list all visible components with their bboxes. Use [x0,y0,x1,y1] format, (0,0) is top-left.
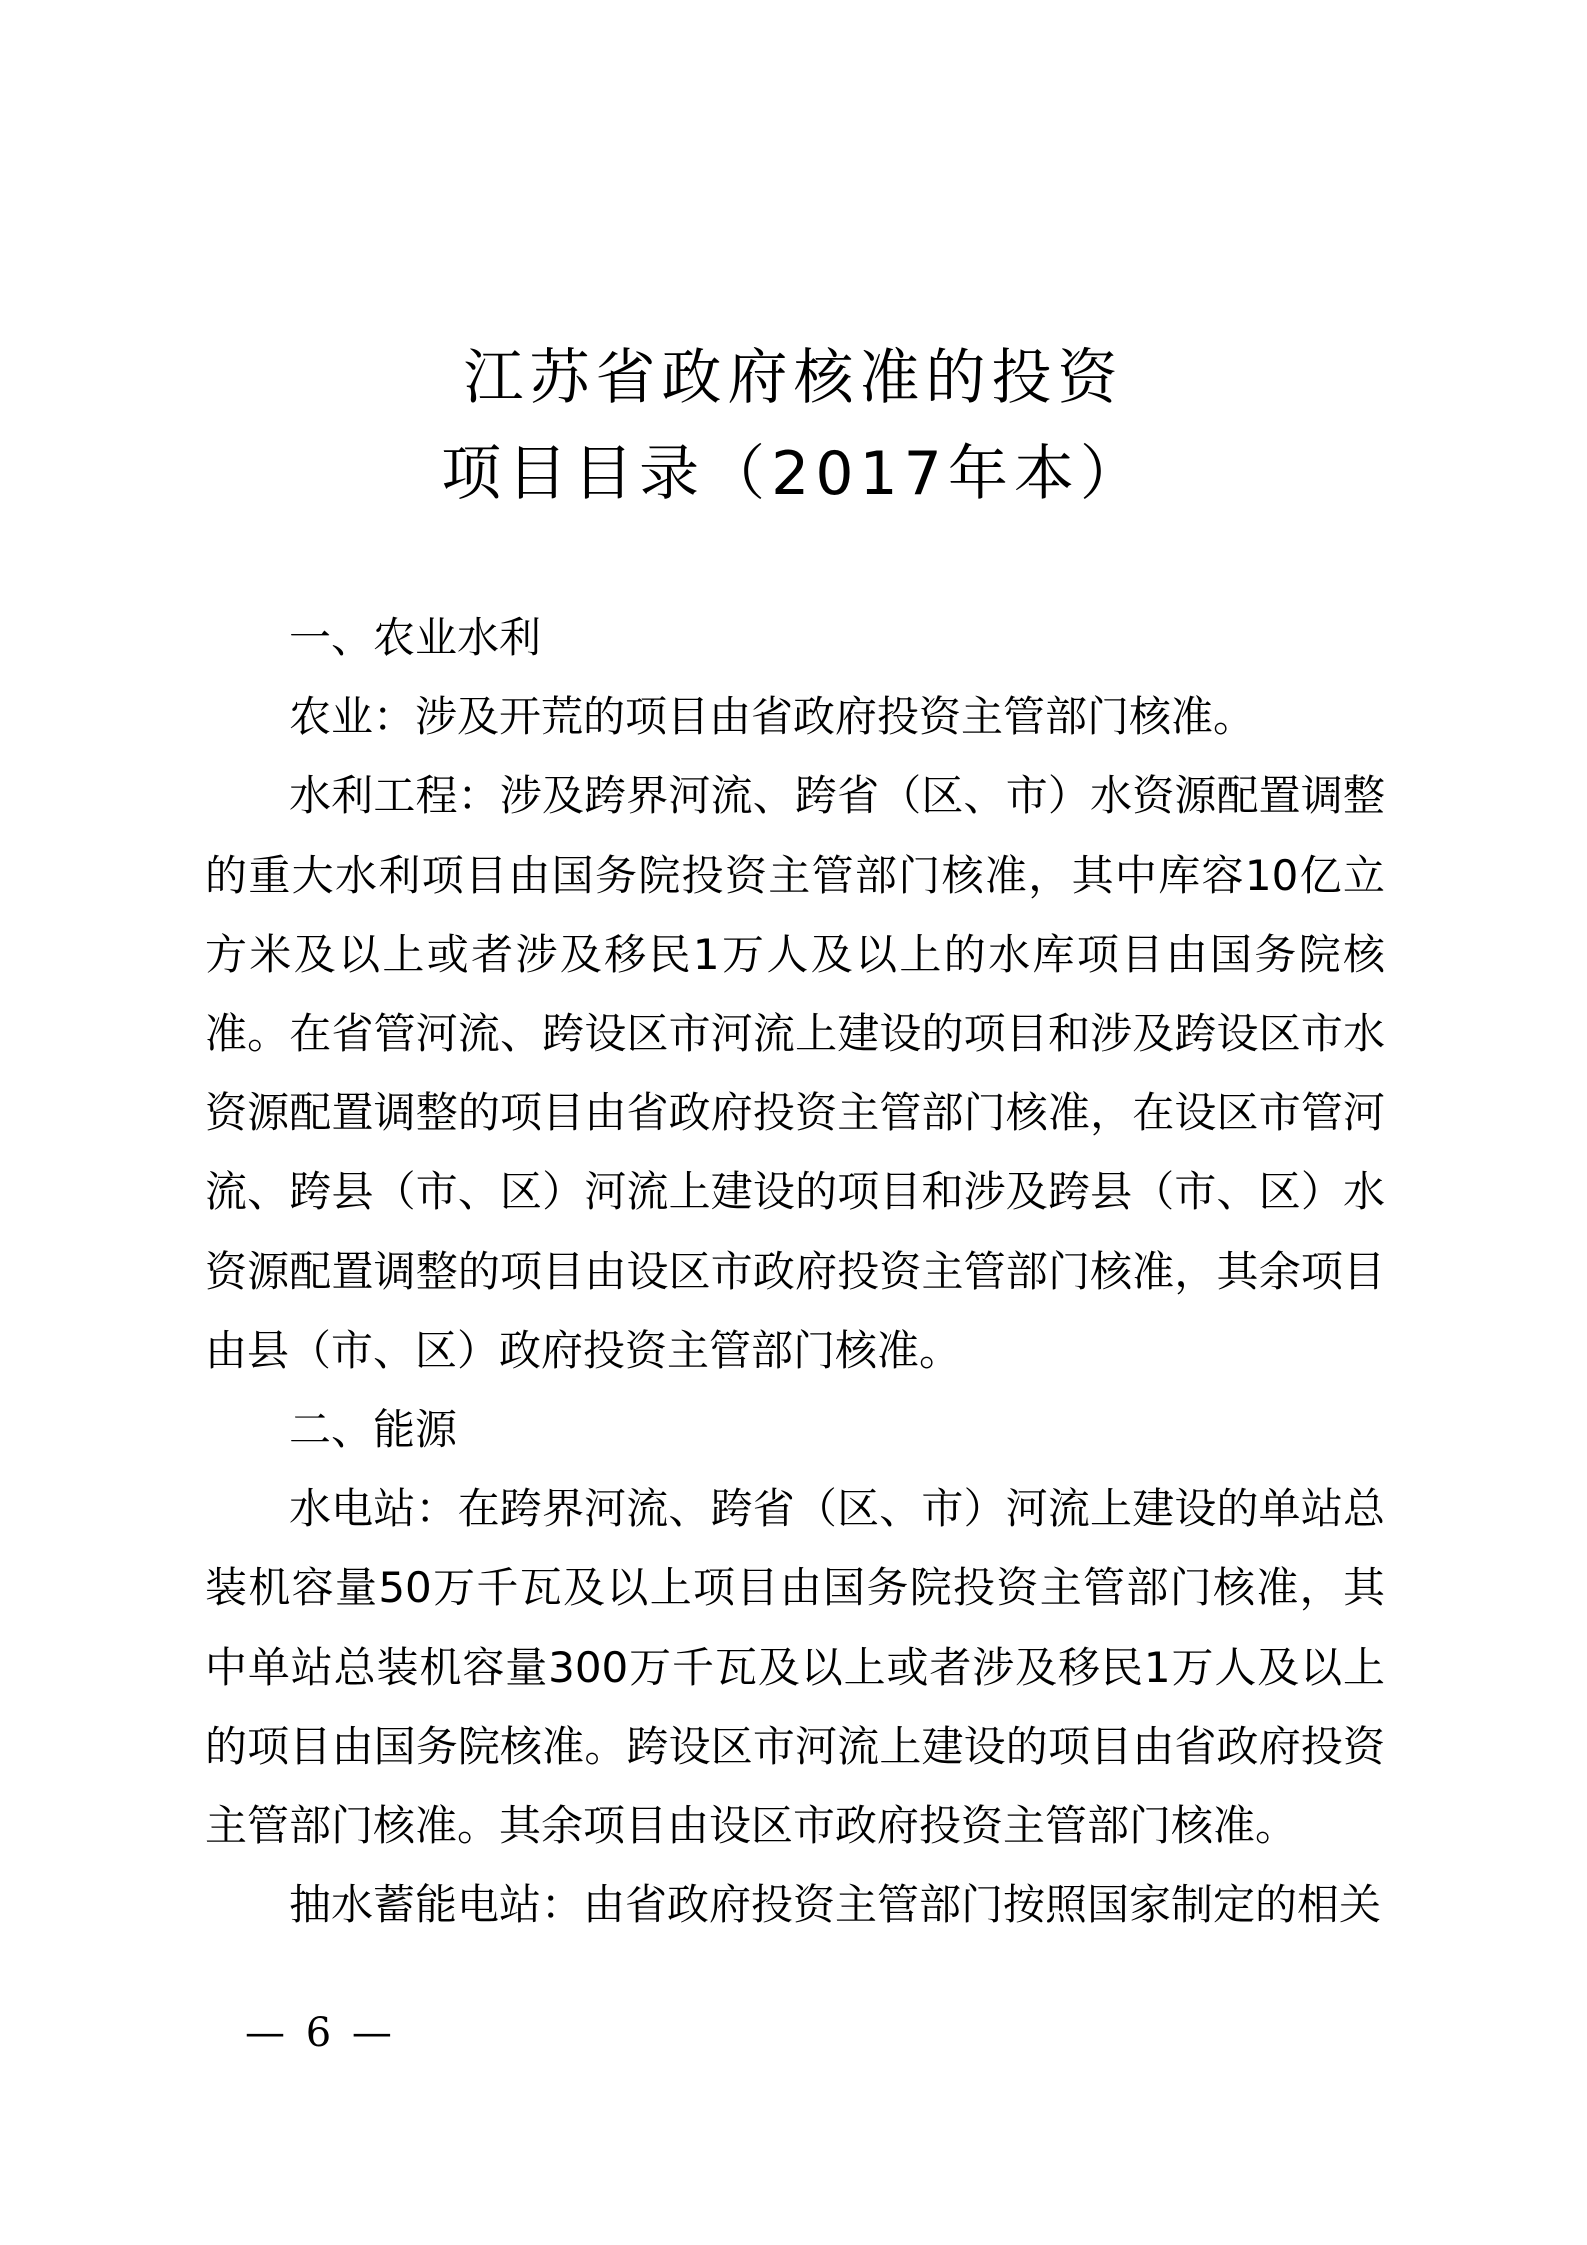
document-body [205,598,1385,1944]
page-number: — 6 — [245,2010,396,2056]
paragraph-agriculture: 农业：涉及开荒的项目由省政府投资主管部门核准。 [289,692,1256,742]
paragraph-pumped-storage: 抽水蓄能电站：由省政府投资主管部门按照国家制定的相关 [289,1880,1382,1930]
section-heading-energy: 二、能源 [289,1405,458,1455]
title-line-2: 项目目录（2017年本） [441,439,1146,509]
document-title [0,330,1587,522]
paragraph-water-conservancy: 水利工程：涉及跨界河流、跨省（区、市）水资源配置调整的重大水利项目由国务院投资主管部门核准，其中库容10亿立方米及以上或者涉及移民1万人及以上的水库项目由国务院核准。在省管河流、跨设区市河流上建设的项目和涉及跨设区市水资源配置调整的项目由省政府投资主管部门核准，在设区市管河流、跨县（市、区）河流上建设的项目和涉及跨县（市、区）水资源配置调整的项目由设区市政府投资主管部门核准，其余项目由县（市、区）政府投资主管部门核准。 [205,771,1385,1375]
section-heading-agriculture-water: 一、农业水利 [289,613,542,662]
title-line-1: 江苏省政府核准的投资 [463,343,1124,413]
paragraph-hydropower: 水电站：在跨界河流、跨省（区、市）河流上建设的单站总装机容量50万千瓦及以上项目由国务院投资主管部门核准，其中单站总装机容量300万千瓦及以上或者涉及移民1万人及以上的项目由国务院核准。跨设区市河流上建设的项目由省政府投资主管部门核准。其余项目由设区市政府投资主管部门核准。 [205,1484,1385,1851]
